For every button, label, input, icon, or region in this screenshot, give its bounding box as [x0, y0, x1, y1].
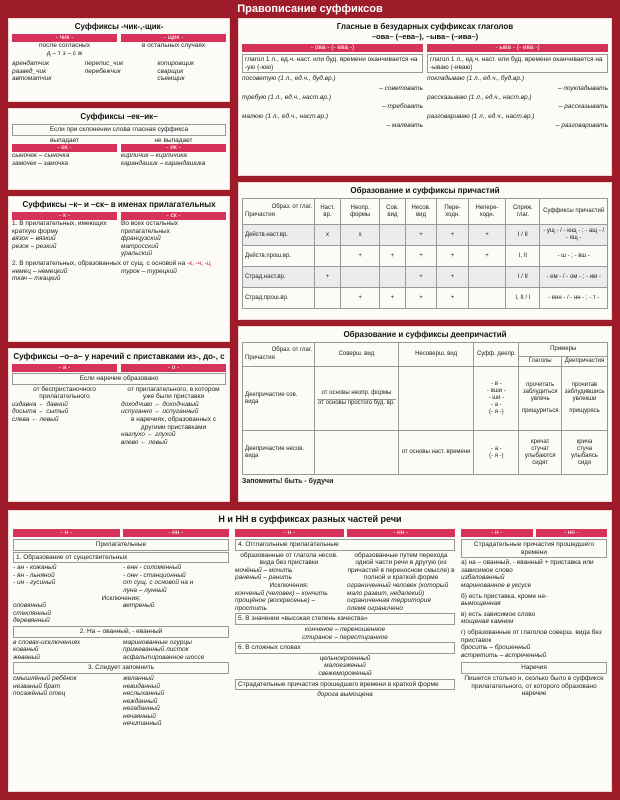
ova-header: - ова - (- ева -): [242, 44, 423, 52]
participle-row-name: Страд.наст.вр.: [243, 267, 315, 288]
adverb-example-a: издавна ← давний: [12, 400, 68, 408]
gerund-example: заблудившись: [564, 389, 605, 395]
nn-example: ограниченная территория: [347, 597, 431, 605]
adverb-title: Суффиксы –о–а– у наречий с приставками из-, до-, с: [13, 352, 225, 361]
ek-col-b: не выпадает: [154, 136, 193, 144]
adverb-example-a: слева ← левый: [12, 415, 59, 423]
gerund-verb: прочитать: [526, 382, 555, 388]
yva-example: – поукладывать: [557, 84, 608, 92]
n-rule-text: образованные от глагола несов. вида без приставки: [240, 551, 338, 567]
participle-col-header: Суффиксы причастий: [540, 199, 608, 225]
gerund-verb: улыбаются: [524, 452, 556, 459]
sk-header: - ск -: [121, 212, 226, 220]
participle-cell: +: [437, 246, 468, 267]
adverb-panel: [8, 348, 230, 502]
chik-example: развед_чик: [12, 67, 47, 75]
chik-example: перебежчик: [84, 67, 121, 75]
n-header: - н -: [461, 529, 533, 537]
participle-example: маринованное в уксусе: [461, 581, 532, 589]
adverb-example-c: наглухо ← глухой: [121, 431, 176, 439]
nn-example: цельнокроенный: [319, 654, 371, 662]
n-exception: оловянный: [13, 602, 47, 610]
participle-row-name: Действ.прош.вр.: [243, 246, 315, 267]
gerund-col-header: Примеры: [519, 343, 608, 357]
participle-cell: +: [405, 246, 437, 267]
ek-example: сыночек – сыночка: [12, 152, 70, 160]
gerund-suffix: (- я -): [489, 452, 504, 459]
n-header: - н -: [235, 529, 344, 537]
adverb-rule-c: в наречиях, образованных с другими приставками: [130, 415, 217, 431]
ek-col-a: выпадает: [49, 136, 80, 144]
chik-example: арендатчик: [12, 60, 50, 68]
gerund-suffix: (- я -): [489, 409, 504, 415]
participle-cell: +: [405, 267, 437, 288]
participle-rule-a: а) на – ованный, - еванный + приставка или зависимое слово: [461, 559, 594, 574]
nn-example: нечитанный: [123, 720, 162, 728]
gerund-subcol-header: Деепричастия: [562, 357, 608, 367]
gerund-col-header: Несоверш. вид: [398, 343, 474, 367]
gerund-suffix: - а -: [491, 445, 502, 452]
participle-cell: [315, 288, 341, 309]
sk-example: французский: [121, 235, 161, 243]
k-sk-rule2: 2. В прилагательных, образованных от сущ. с основой на: [12, 259, 186, 267]
nn-header: - нн -: [536, 529, 608, 537]
n-header: - н -: [13, 529, 120, 537]
participle-col-header: Наст. вр.: [315, 199, 341, 225]
k-example: резок – резкий: [12, 242, 57, 250]
participle-cell: [341, 267, 380, 288]
participle-cell: I / II: [506, 225, 540, 246]
n-exception: конченый (человек) – кончить: [235, 589, 328, 597]
n-nn-column-2: [235, 529, 455, 789]
participle-example: вымощенная: [461, 600, 501, 608]
nn-header: - нн -: [123, 529, 230, 537]
participle-table: [242, 198, 608, 309]
gerund-col-header: Соверш. вид: [315, 343, 399, 367]
sk-rule: Во всех остальных прилагательных: [121, 220, 178, 235]
nn-rule-2: 2. На – ованный, - еванный: [13, 626, 229, 638]
participle-row-name: Действ.наст.вр.: [243, 225, 315, 246]
ova-example: требую (1 л., ед.ч., наст.вр.): [242, 94, 331, 101]
shchik-example: копировщик: [157, 60, 195, 68]
participle-cell: [380, 225, 405, 246]
verb-subtitle: –ова– (–ева–), –ыва– (–ива–): [371, 32, 479, 41]
k-header: - к -: [12, 212, 117, 220]
n-exception: прощёное (воскресенье) – простить: [235, 597, 316, 612]
k-sk-title: Суффиксы –к– и –ск– в именах прилагательных: [22, 200, 216, 209]
participle-rule-b: б) есть приставка, кроме не-: [461, 592, 548, 600]
adverb-example-b: испуганно ← испуганный: [121, 408, 199, 416]
nn-example: малоезженый: [324, 662, 366, 670]
adverb-rule-a: от беспристаночного прилагательного: [33, 385, 96, 401]
k-sk-example2: турок – турецкий: [121, 267, 177, 275]
exceptions-label: Исключения:: [269, 581, 309, 589]
gerund-table: [242, 342, 608, 475]
ek-header: - ек -: [12, 144, 117, 152]
gerund-row-name: Деепричастие несов. вида: [243, 431, 315, 475]
gerund-example: стуча: [576, 445, 593, 452]
nn-example: неслыханный: [123, 690, 165, 698]
nn-exception: ветреный: [123, 602, 155, 610]
adverbs-header: Наречия: [461, 662, 607, 674]
gerund-source: от основы простого буд. вр.: [317, 400, 395, 406]
participle-corner-bottom: Причастия: [245, 211, 275, 218]
n-example: в словах-исключениях: [13, 638, 81, 646]
n-example: посажёный отец: [13, 690, 66, 698]
gerund-verb: кричат: [530, 438, 550, 445]
nn-example: асфальтированное шоссе: [123, 653, 205, 661]
participle-cell: +: [380, 288, 405, 309]
participle-cell: +: [405, 288, 437, 309]
participle-example: избалованный: [461, 574, 505, 582]
nn-example: негаданный: [123, 705, 160, 713]
chik-panel: [8, 18, 230, 102]
participle-cell: +: [437, 267, 468, 288]
n-exception: стеклянный: [13, 609, 52, 617]
nn-example: конченое – переношенное: [304, 625, 386, 633]
n-nn-column-1: [13, 529, 229, 789]
participle-cell: [468, 267, 506, 288]
ova-rule: глагол 1 л., ед.ч. наст. или буд. времени оканчивается на -ую (-юю): [242, 54, 423, 73]
participle-cell: [468, 288, 506, 309]
participle-row-name: Страд.прош.вр.: [243, 288, 315, 309]
chik-title: Суффиксы -чик-,-щик-: [74, 22, 164, 31]
participle-cell: [380, 267, 405, 288]
short-participle-rule: Страдательные причастия прошедшего времени в краткой форме: [235, 679, 455, 691]
yva-example: – разговаривать: [555, 122, 608, 130]
gerund-suffix: - ши -: [488, 395, 505, 401]
participle-suffix: - ем - / - ом - ; - им -: [540, 267, 608, 288]
adverb-rule-b: от прилагательного, в котором уже были приставки: [127, 385, 220, 401]
n-example: незваный брат: [13, 682, 61, 690]
ek-title: Суффиксы –ек–ик–: [80, 112, 158, 121]
participle-panel: [238, 182, 612, 320]
participle-suffix: - ш - ; - вш -: [540, 246, 608, 267]
gerund-example: улыбаясь: [571, 452, 598, 459]
participle-corner-top: Образ. от глаг.: [271, 204, 312, 211]
gerund-panel: [238, 326, 612, 502]
gerund-suffix: - а -: [491, 402, 502, 408]
shchik-example: сварщик: [157, 67, 184, 75]
chik-header: - чик -: [12, 34, 117, 42]
adjectives-header: Прилагательные: [13, 539, 229, 551]
participle-rule-d: г) образованные от глаголов соверш. вида без приставок: [461, 628, 602, 644]
k-sk-example2: немец – немецкий: [12, 267, 68, 275]
adverb-example-c: влево ← левый: [121, 438, 168, 446]
sk-example: матросский: [121, 242, 159, 250]
participle-cell: I / II: [506, 267, 540, 288]
nn-example: племя ограничено: [347, 604, 403, 612]
gerund-example: увлекши: [572, 396, 597, 402]
participle-col-header: Непере-ходн.: [468, 199, 506, 225]
participle-cell: +: [468, 246, 506, 267]
nn-example: желанный: [123, 674, 154, 682]
participle-cell: +: [468, 225, 506, 246]
chik-rule: после согласных: [39, 42, 90, 49]
ova-example: – малевать: [386, 122, 423, 130]
n-example: - ин - гусиный: [13, 579, 56, 587]
participle-cell: +: [405, 225, 437, 246]
gerund-example: крича: [576, 438, 593, 445]
chik-letters: д – т з – с ж: [46, 49, 83, 57]
gerund-col-header: Суфф. деепр.: [474, 343, 519, 367]
n-example: - ан - кожаный: [13, 564, 57, 572]
verb-title: Гласные в безударных суффиксах глаголов: [336, 22, 514, 31]
participle-example: бросить – брошенный: [461, 644, 531, 652]
adverb-example-b: доходчиво ← доходчивый: [121, 400, 199, 408]
n-example: жеваный: [13, 653, 40, 661]
shchik-rule: в остальных случаях: [141, 42, 206, 49]
participle-cell: I, II / I: [506, 288, 540, 309]
exceptions-label: Исключения:: [101, 594, 141, 602]
n-example: мочёный – мочить: [235, 566, 293, 574]
participle-cell: x: [315, 225, 341, 246]
ek-rule: Если при склонении слова гласная суффикса: [12, 124, 226, 136]
participle-cell: x: [341, 225, 380, 246]
gerund-verb: сидят: [532, 459, 549, 466]
gerund-source: от основы наст. времени: [398, 431, 474, 475]
nn-example: прижеванный листок: [123, 646, 189, 654]
nn-example: - енн - соломенный: [123, 564, 182, 572]
nn-example: свежемороженый: [318, 669, 372, 677]
ova-example: – советовать: [379, 84, 423, 92]
shchik-header: - щик -: [121, 34, 226, 42]
participle-title: Образование и суффиксы причастий: [350, 186, 500, 195]
k-sk-rule2-suffixes: -к, -ч, -ц: [187, 259, 211, 267]
participle-example: мощеная камнем: [461, 618, 514, 626]
nn-rule-1: 1. Образование от существительных: [13, 552, 229, 564]
short-participle-example: дорога вымощена: [317, 691, 373, 699]
yva-rule: глагол 1 л., ед.ч. наст. или буд. времени оканчивается на -ываю (-иваю): [427, 54, 608, 73]
participle-example: встретить – встреченный: [461, 651, 547, 659]
participle-suffix: - енн - / - нн - ; - т -: [540, 288, 608, 309]
chik-example: автоматчик: [12, 75, 52, 83]
participle-cell: +: [341, 246, 380, 267]
sk-example: уральский: [121, 250, 153, 258]
yva-example: разговариваю (1 л., ед.ч., наст.вр.): [427, 112, 535, 120]
gerund-corner-bottom: Причастия: [245, 354, 275, 361]
gerund-suffix: - вши -: [487, 388, 506, 394]
gerund-example: прищурясь: [569, 408, 600, 414]
adverb-rule: Если наречие образовано: [12, 373, 226, 385]
adverb-example-a: досыта ← сытый: [12, 408, 69, 416]
ik-example: карандашик – карандашика: [121, 159, 206, 167]
participle-col-header: Пере-ходн.: [437, 199, 468, 225]
gerund-suffix: - в -: [491, 381, 502, 387]
ek-example: замочек – замочка: [12, 159, 69, 167]
n-example: - ян - льняной: [13, 571, 55, 579]
nn-example: нежданный: [123, 697, 158, 705]
n-example: смышлёный ребёнок: [13, 674, 77, 682]
passive-participles-header: Страдательные причастия прошедшего времени: [461, 539, 607, 558]
participle-rule-c: в) есть зависимое слово: [461, 610, 536, 618]
ova-example: – требовать: [382, 103, 423, 111]
nn-example: стираное – перестиранное: [302, 633, 388, 641]
adverbs-rule: Пишется столько н, сколько было в суффиксе прилагательного, от которого образовано наречие: [464, 674, 604, 698]
k-example: вязок – вязкий: [12, 235, 56, 243]
nn-rule-text: образованные путем перехода одной части речи в другую (из причастий в переносном смысле) в полной и краткой форме: [347, 551, 455, 582]
gerund-source: от основы неопр. формы: [321, 389, 392, 396]
participle-col-header: Несов. вид: [405, 199, 437, 225]
yva-example: – рассказывать: [558, 103, 608, 111]
participle-cell: +: [341, 288, 380, 309]
nn-header: - нн -: [347, 529, 456, 537]
gerund-verb: заблудиться: [522, 389, 558, 395]
nn-rule-3: 3. Следует запомнить: [13, 662, 229, 674]
gerund-title: Образование и суффиксы деепричастий: [343, 330, 507, 339]
participle-cell: +: [380, 246, 405, 267]
participle-col-header: Спряж. глаг.: [506, 199, 540, 225]
participle-col-header: Неопр. формы: [341, 199, 380, 225]
nn-example: луна – лунный: [123, 586, 167, 594]
k-sk-example2: ткач – ткацкий: [12, 275, 61, 283]
participle-cell: +: [315, 267, 341, 288]
nn-example: невиданный: [123, 682, 160, 690]
chik-example: перепис_чик: [84, 60, 124, 68]
nn-example: нечаянный: [123, 712, 156, 720]
participle-col-header: Сов. вид: [380, 199, 405, 225]
verb-panel: [238, 18, 612, 176]
gerund-verb: прищуриться: [521, 408, 559, 414]
nn-example: маринованные огурцы: [123, 638, 192, 646]
gerund-verb: увлечь: [530, 396, 550, 402]
yva-example: рассказываю (1 л., ед.ч., наст.вр.): [427, 94, 532, 101]
ova-example: малюю (1 л., ед.ч., наст.вр.): [242, 112, 329, 120]
nn-rule-5: 5. В значении «высокая степень качества»: [235, 613, 455, 625]
participle-cell: +: [437, 288, 468, 309]
n-example: раненый – ранить: [235, 574, 292, 582]
nn-rule-6: 6. В сложных словах: [235, 642, 455, 654]
shchik-example: съемщик: [157, 75, 185, 83]
nn-example: ограниченный человек (который мало развит, недалекий): [347, 581, 449, 597]
n-example: кованый: [13, 646, 39, 654]
participle-cell: [315, 246, 341, 267]
n-exception: деревянный: [13, 617, 50, 625]
n-nn-column-3: [461, 529, 607, 789]
gerund-example: прочитав: [571, 382, 598, 388]
participle-cell: +: [437, 225, 468, 246]
nn-example: от сущ. с основой на н: [123, 579, 194, 587]
n-nn-title: Н и НН в суффиксах разных частей речи: [218, 514, 402, 524]
gerund-row-name: Деепричастие сов. вида: [243, 367, 315, 431]
gerund-note: Запомнить! быть - будучи: [242, 478, 334, 485]
page-title: Правописание суффиксов: [237, 3, 383, 15]
gerund-example: сидя: [577, 459, 592, 466]
n-nn-panel: [8, 510, 612, 792]
ik-example: кирпичик – кирпичика: [121, 152, 187, 160]
yva-example: покладываю (1 л., ед.ч., буд.вр.): [427, 75, 525, 83]
nn-rule-4: 4. Отглагольные прилагательные: [235, 539, 455, 551]
participle-cell: I, II: [506, 246, 540, 267]
k-rule: 1. В прилагательных, имеющих краткую форму: [12, 220, 107, 235]
gerund-verb: стучат: [531, 445, 550, 452]
participle-suffix: - ущ - / - ющ - ; - ащ - / - ящ -: [540, 225, 608, 246]
yva-header: - ыва - (- ива -): [427, 44, 608, 52]
nn-example: - онн - станционный: [123, 571, 186, 579]
k-sk-panel: [8, 196, 230, 342]
ek-panel: [8, 108, 230, 190]
gerund-subcol-header: Глаголы: [519, 357, 562, 367]
adverb-a-header: - а -: [12, 364, 117, 372]
adverb-o-header: - о -: [121, 364, 226, 372]
ova-example: посоветую (1 л., ед.ч., буд.вр.): [242, 75, 336, 83]
ik-header: - ик -: [121, 144, 226, 152]
gerund-corner-top: Образ. от глаг.: [271, 347, 312, 354]
